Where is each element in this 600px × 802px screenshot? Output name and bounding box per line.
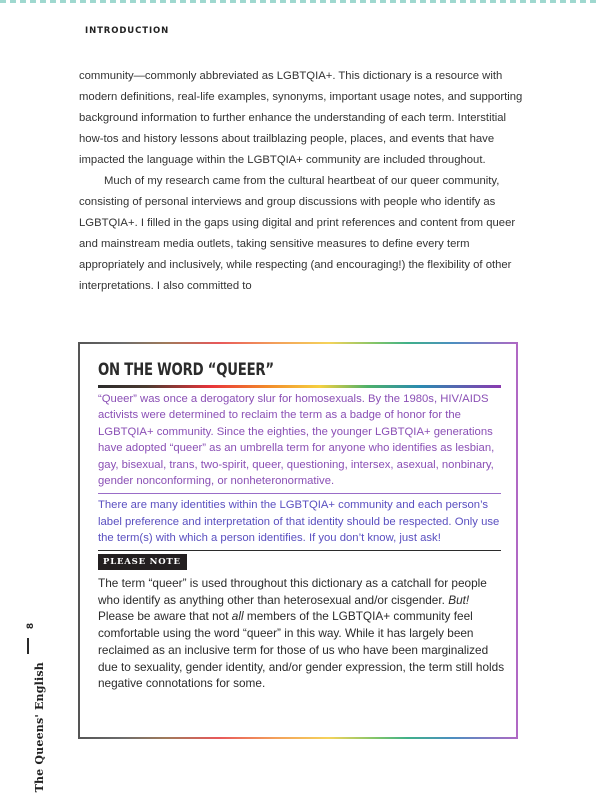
sidebar-box bbox=[78, 342, 518, 739]
note-part-1: The term “queer” is used throughout this dictionary as a catchall for people who identify as anything other than heterosexual and/or cisgender. bbox=[98, 576, 487, 607]
sidebar-paragraph-2: There are many identities within the LGBTQIA+ community and each person’s label preference and interpretation of that identity should be respected. Only use the term(s) with which a person identifies. If you don’t know, just ask! bbox=[98, 499, 500, 544]
sidebar-title: ON THE WORD “QUEER” bbox=[98, 360, 274, 380]
book-title: The Queens' English bbox=[33, 662, 46, 793]
dark-divider bbox=[98, 550, 501, 552]
rainbow-divider bbox=[98, 385, 501, 388]
top-dashed-border bbox=[0, 0, 600, 3]
note-part-3: members of the LGBTQIA+ community feel comfortable using the word “queer” in this way. While it has largely been reclaimed as an inclusive term for those of us who have been marginalized due to sexuality, gender identity, and/or gender expression, the term still holds negative connotations for some. bbox=[98, 609, 505, 691]
body-paragraph-2: Much of my research came from the cultural heartbeat of our queer community, consisting of personal interviews and group discussions with people who identify as LGBTQIA+. I filled in the gaps using digital and print references and content from queer and mainstream media outlets, taking sensitive measures to define every term appropriately and inclusively, while respecting (and encouraging!) the flexibility of other interpretations. I also committed to bbox=[79, 175, 516, 292]
body-text bbox=[79, 66, 524, 297]
purple-divider bbox=[98, 493, 501, 495]
running-head: INTRODUCTION bbox=[85, 26, 170, 36]
page-number: 8 bbox=[26, 622, 37, 630]
please-note-text bbox=[98, 575, 508, 692]
folio-divider bbox=[27, 638, 29, 654]
note-part-2: Please be aware that not bbox=[98, 609, 232, 624]
sidebar-content bbox=[80, 344, 516, 737]
sidebar-left-border bbox=[78, 342, 80, 739]
sidebar-paragraph-1: “Queer” was once a derogatory slur for homosexuals. By the 1980s, HIV/AIDS activists were determined to reclaim the term as a badge of honor for the LGBTQIA+ community. Since the eighties, the younger LGBTQIA+ generations have adopted “queer” as an umbrella term for anyone who identifies as lesbian, gay, bisexual, trans, two-spirit, queer, questioning, intersex, asexual, nonbinary, gender nonconforming, or nonheteronormative. bbox=[98, 392, 495, 487]
note-emphasis-but: But! bbox=[448, 592, 470, 607]
sidebar-right-border bbox=[516, 342, 518, 739]
body-paragraph-1: community—commonly abbreviated as LGBTQIA+. This dictionary is a resource with modern definitions, real-life examples, synonyms, important usage notes, and supporting background information to further enhance the understanding of each term. Interstitial how-tos and history lessons about trailblazing people, places, and events that have impacted the language within the LGBTQIA+ community are included throughout. bbox=[79, 70, 523, 166]
note-emphasis-all: all bbox=[231, 609, 244, 624]
please-note-label: PLEASE NOTE bbox=[98, 554, 187, 570]
